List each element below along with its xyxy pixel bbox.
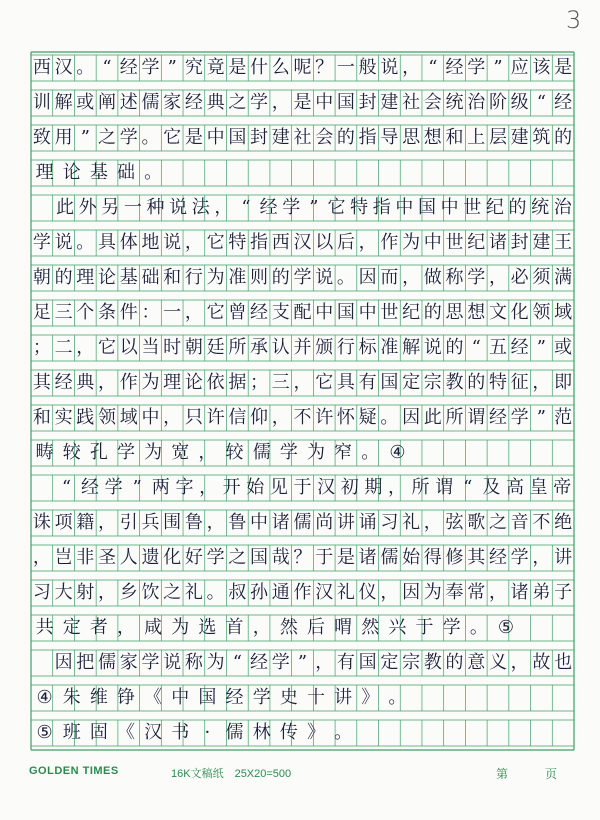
manuscript-line: 朝 的 理 论 基 础 和 行 为 准 则 的 学 说 。 因 而 ， 做 称 学 ， 必 须 满 bbox=[32, 267, 573, 288]
page-label-prefix: 第 bbox=[496, 767, 509, 781]
manuscript-line: ⑤ 班 固 《 汉 书 · 儒 林 传 》 。 bbox=[36, 722, 353, 743]
manuscript-line: ④ 朱 维 铮 《 中 国 经 学 史 十 讲 》 。 bbox=[36, 687, 407, 708]
manuscript-line: 足 三 个 条 件 ： 一 ， 它 曾 经 支 配 中 国 中 世 纪 的 思 想 文 化 领 域 bbox=[32, 302, 573, 323]
manuscript-line: 理 论 基 础 。 bbox=[35, 162, 163, 183]
manuscript-line: 其 经 典 ， 作 为 理 论 依 据 ； 三 ， 它 具 有 国 定 宗 教 的 特 征 ， 即 bbox=[32, 372, 573, 393]
manuscript-line: 西 汉 。 “ 经 学 ” 究 竟 是 什 么 呢 ？ 一 般 说 ， “ 经 学 ” 应 该 是 bbox=[32, 57, 573, 78]
manuscript-line: 畴 较 孔 学 为 宽 ， 较 儒 学 为 窄 。 ④ bbox=[35, 442, 406, 463]
paper-spec: 16K文稿纸 25X20=500 bbox=[171, 768, 292, 780]
manuscript-line: 训 解 或 阐 述 儒 家 经 典 之 学 ， 是 中 国 封 建 社 会 统 治 阶 级 “ 经 bbox=[32, 92, 573, 113]
manuscript-line: 学 说 。 具 体 地 说 ， 它 特 指 西 汉 以 后 ， 作 为 中 世 纪 诸 封 建 王 bbox=[32, 232, 573, 253]
manuscript-line: 诛 项 籍 ， 引 兵 围 鲁 ， 鲁 中 诸 儒 尚 讲 诵 习 礼 ， 弦 歌 之 音 不 绝 bbox=[32, 512, 573, 533]
manuscript-line: ； 二 ， 它 以 当 时 朝 廷 所 承 认 并 颁 行 标 准 解 说 的 “ 五 经 ” 或 bbox=[32, 337, 573, 358]
manuscript-line: 和 实 践 领 域 中 ， 只 许 信 仰 ， 不 许 怀 疑 。 因 此 所 谓 经 学 ” 范 bbox=[32, 407, 573, 428]
manuscript-line: 致 用 ” 之 学 。 它 是 中 国 封 建 社 会 的 指 导 思 想 和 上 层 建 筑 的 bbox=[32, 127, 573, 148]
manuscript-line: 因 把 儒 家 学 说 称 为 “ 经 学 ” ， 有 国 定 宗 教 的 意 义 ， 故 也 bbox=[54, 652, 573, 673]
manuscript-line: 共 定 者 ， 咸 为 选 首 ， 然 后 喟 然 兴 于 学 。 ⑤ bbox=[35, 617, 515, 638]
manuscript-text-area bbox=[31, 55, 574, 755]
page-number: 3 bbox=[566, 6, 582, 34]
manuscript-line: “ 经 学 ” 两 字 ， 开 始 见 于 汉 初 期 ， 所 谓 “ 及 高 皇 帝 bbox=[61, 477, 572, 498]
page-label-suffix: 页 bbox=[545, 767, 558, 781]
manuscript-line: 习 大 射 ， 乡 饮 之 礼 。 叔 孙 通 作 汉 礼 仪 ， 因 为 奉 常 ， 诸 弟 子 bbox=[32, 582, 573, 603]
manuscript-line: ， 岂 非 圣 人 遗 化 好 学 之 国 哉 ？ 于 是 诸 儒 始 得 修 其 经 学 ， 讲 bbox=[32, 547, 573, 568]
manuscript-line: 此 外 另 一 种 说 法 ， “ 经 学 ” 它 特 指 中 国 中 世 纪 的 统 治 bbox=[55, 197, 572, 218]
paper-brand: GOLDEN TIMES bbox=[29, 765, 119, 777]
